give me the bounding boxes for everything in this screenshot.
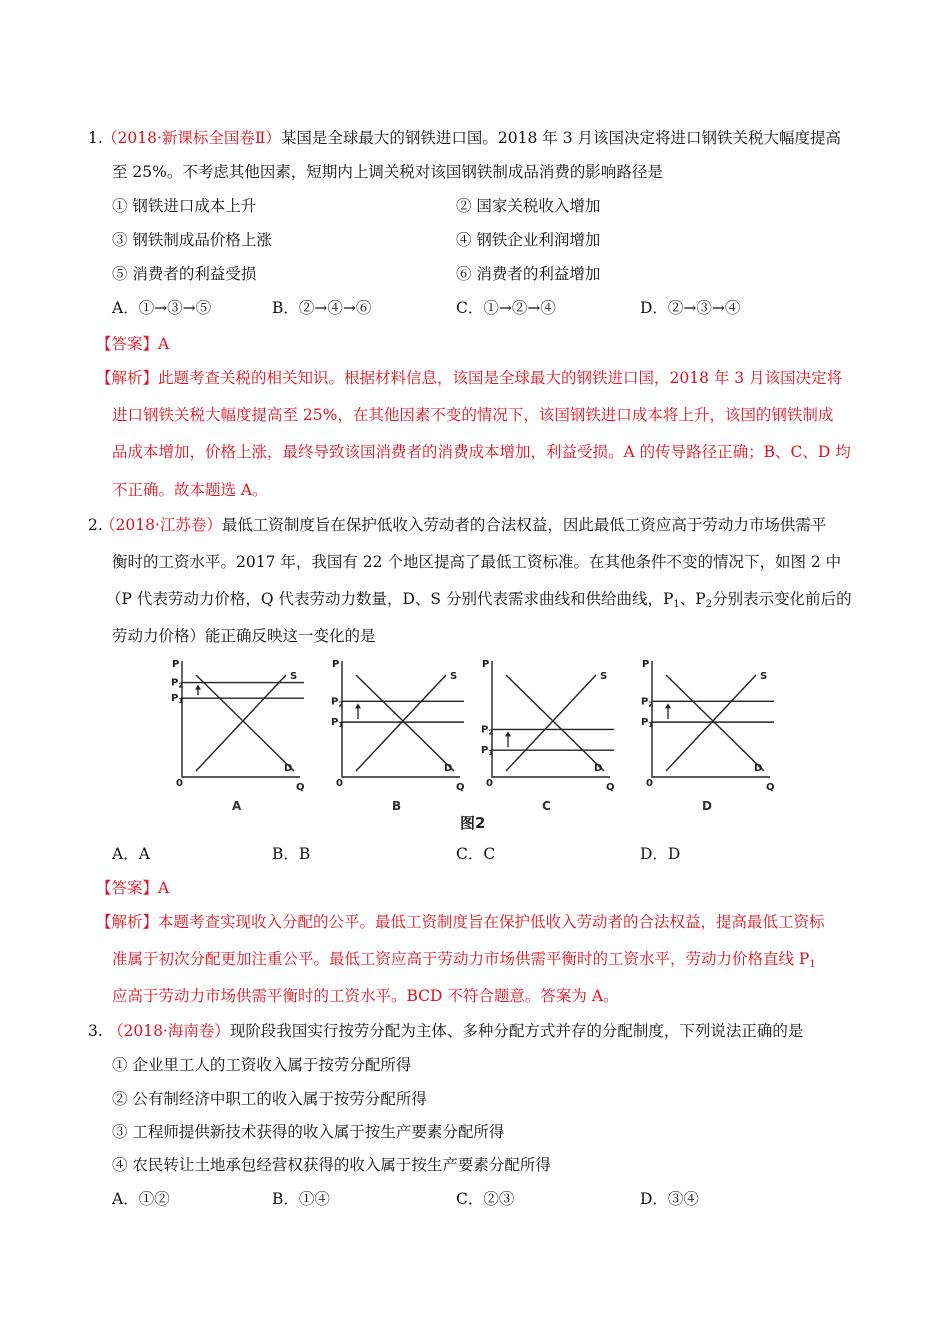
p2-label: $P_2$: [641, 696, 654, 709]
curve-s-label: S: [290, 671, 298, 682]
raise-arrow-head: [195, 685, 201, 690]
supply-curve: [356, 675, 446, 771]
p1-label: $P_1$: [171, 693, 184, 706]
q2-stem-line3-a: （P 代表劳动力价格，Q 代表劳动力数量，D、S 分别代表需求曲线和供给曲线，P: [106, 590, 674, 608]
q1-analysis-line3: 品成本增加，价格上涨，最终导致该国消费者的消费成本增加，利益受损。A 的传导路径正确；B、C、D 均: [112, 443, 851, 461]
q1-analysis-line2: 进口钢铁关税大幅度提高至 25%，在其他因素不变的情况下，该国钢铁进口成本将上升，该国的钢铁制成: [112, 406, 834, 424]
demand-curve: [196, 675, 294, 771]
q3-option-d: D．③④: [640, 1190, 699, 1208]
panel-d-svg: [640, 655, 790, 815]
q3-option-a: A．①②: [112, 1190, 170, 1208]
curve-d-label: D: [444, 763, 453, 774]
q1-answer: 【答案】A: [96, 335, 170, 353]
axis-p-label: P: [642, 659, 650, 670]
curve-s-label: S: [450, 671, 458, 682]
q2-option-b: B．B: [272, 845, 311, 863]
curve-d-label: D: [754, 763, 763, 774]
supply-curve: [506, 675, 596, 771]
p2-label: $P_2$: [331, 696, 344, 709]
supply-curve: [196, 675, 286, 771]
figure-panel-c: [480, 655, 630, 815]
figure-panel-a: [170, 655, 320, 815]
figure-panel-d: [640, 655, 790, 815]
panel-a-svg: [170, 655, 320, 815]
q2-stem-line3: [106, 588, 852, 616]
q1-option-c: C．①→②→④: [456, 299, 556, 317]
q1-option-b: B．②→④→⑥: [272, 299, 372, 317]
p1-label: $P_1$: [481, 745, 494, 758]
q1-item-6: ⑥ 消费者的利益增加: [456, 265, 601, 283]
q2-stem-text: 最低工资制度旨在保护低收入劳动者的合法权益，因此最低工资应高于劳动力市场供需平: [221, 516, 827, 534]
panel-caption: B: [392, 799, 402, 813]
demand-curve: [356, 675, 454, 771]
q1-analysis-line1: 【解析】此题考查关税的相关知识。根据材料信息，该国是全球最大的钢铁进口国，2018 年 3 月该国决定将: [96, 369, 843, 387]
q1-number: 1.: [88, 129, 103, 147]
q2-number: 2.: [88, 516, 103, 534]
q1-option-a: A．①→③→⑤: [112, 299, 212, 317]
q2-stem-line1: [100, 514, 826, 536]
q1-analysis-line4: 不正确。故本题选 A。: [112, 481, 268, 499]
figure-title: 图2: [460, 814, 486, 832]
q1-item-5: ⑤ 消费者的利益受损: [112, 265, 257, 283]
q2-analysis-sub: 1: [809, 959, 816, 970]
q2-source: （2018·江苏卷）: [100, 516, 222, 534]
raise-arrow-head: [355, 703, 361, 708]
q1-item-1: ① 钢铁进口成本上升: [112, 197, 257, 215]
demand-curve: [666, 675, 764, 771]
q2-option-c: C．C: [456, 845, 496, 863]
panel-caption: C: [542, 799, 551, 813]
panel-caption: D: [702, 799, 712, 813]
axis-p-label: P: [332, 659, 340, 670]
q3-option-c: C．②③: [456, 1190, 515, 1208]
axis-p-label: P: [482, 659, 490, 670]
supply-curve: [666, 675, 756, 771]
q2-stem-line2: 衡时的工资水平。2017 年，我国有 22 个地区提高了最低工资标准。在其他条件不变的情况下，如图 2 中: [112, 553, 842, 571]
q2-analysis-line2-text: 准属于初次分配更加注重公平。最低工资应高于劳动力市场供需平衡时的工资水平，劳动力价格直线 P: [112, 950, 810, 968]
raise-arrow-head: [665, 703, 671, 708]
q1-item-3: ③ 钢铁制成品价格上涨: [112, 231, 272, 249]
q3-item-1: ① 企业里工人的工资收入属于按劳分配所得: [112, 1056, 412, 1074]
p2-label: $P_2$: [481, 724, 494, 737]
p2-label: $P_2$: [171, 677, 184, 690]
q2-sub2: 2: [705, 599, 713, 610]
q3-source: （2018·海南卷）: [108, 1022, 230, 1040]
q2-option-a: A．A: [112, 845, 150, 863]
q1-stem-line1: [102, 127, 841, 149]
panel-c-svg: [480, 655, 630, 815]
q2-analysis-line1: 【解析】本题考查实现收入分配的公平。最低工资制度旨在保护低收入劳动者的合法权益，提高最低工资标: [96, 913, 825, 931]
curve-s-label: S: [600, 671, 608, 682]
origin-label: 0: [176, 778, 183, 789]
q3-item-3: ③ 工程师提供新技术获得的收入属于按生产要素分配所得: [112, 1123, 505, 1141]
origin-label: 0: [646, 778, 653, 789]
q3-item-4: ④ 农民转让土地承包经营权获得的收入属于按生产要素分配所得: [112, 1156, 551, 1174]
q2-answer: 【答案】A: [96, 879, 170, 897]
q2-stem-line3-c: 分别表示变化前后的: [712, 590, 852, 608]
axis-q-label: Q: [766, 782, 775, 793]
origin-label: 0: [336, 778, 343, 789]
axis-q-label: Q: [606, 782, 615, 793]
q2-stem-line3-b: 、P: [679, 590, 706, 608]
figure-panel-b: [330, 655, 480, 815]
p1-label: $P_1$: [641, 717, 654, 730]
q2-analysis-line3: 应高于劳动力市场供需平衡时的工资水平。BCD 不符合题意。答案为 A。: [112, 987, 619, 1005]
q1-item-4: ④ 钢铁企业利润增加: [456, 231, 601, 249]
q3-stem: [108, 1020, 803, 1042]
q2-analysis-line2: [112, 948, 816, 976]
curve-s-label: S: [760, 671, 768, 682]
q2-option-d: D．D: [640, 845, 681, 863]
axis-q-label: Q: [456, 782, 465, 793]
curve-d-label: D: [594, 763, 603, 774]
q2-stem-line4: 劳动力价格）能正确反映这一变化的是: [112, 627, 376, 645]
axis-q-label: Q: [296, 782, 305, 793]
origin-label: 0: [486, 778, 493, 789]
q3-stem-text: 现阶段我国实行按劳分配为主体、多种分配方式并存的分配制度，下列说法正确的是: [229, 1022, 804, 1040]
demand-curve: [506, 675, 604, 771]
panel-caption: A: [232, 799, 242, 813]
q2-sub1: 1: [673, 599, 680, 610]
axis-p-label: P: [172, 659, 180, 670]
q1-option-d: D．②→③→④: [640, 299, 741, 317]
raise-arrow-head: [505, 731, 511, 736]
q3-option-b: B．①④: [272, 1190, 330, 1208]
q3-number: 3.: [88, 1022, 103, 1040]
q1-stem-text: 某国是全球最大的钢铁进口国。2018 年 3 月该国决定将进口钢铁关税大幅度提高: [280, 129, 842, 147]
curve-d-label: D: [284, 763, 293, 774]
panel-b-svg: [330, 655, 480, 815]
q1-item-2: ② 国家关税收入增加: [456, 197, 601, 215]
p1-label: $P_1$: [331, 717, 344, 730]
q1-source: （2018·新课标全国卷Ⅱ）: [102, 129, 281, 147]
q1-stem-line2: 至 25%。不考虑其他因素，短期内上调关税对该国钢铁制成品消费的影响路径是: [112, 163, 663, 181]
q3-item-2: ② 公有制经济中职工的收入属于按劳分配所得: [112, 1090, 427, 1108]
